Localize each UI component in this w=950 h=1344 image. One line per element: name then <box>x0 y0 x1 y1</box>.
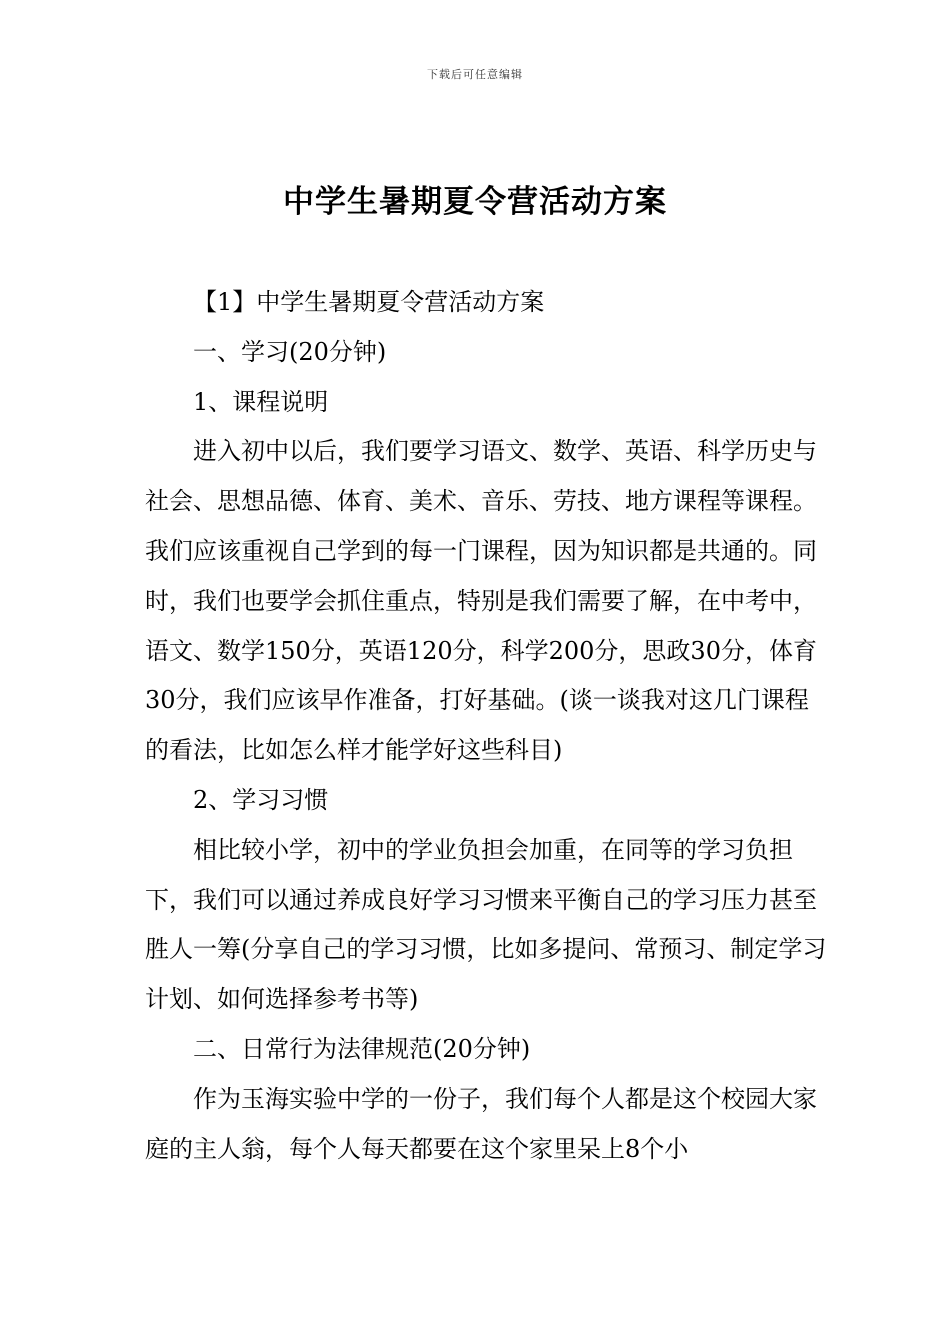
body-paragraph: 相比较小学，初中的学业负担会加重，在同等的学习负担下，我们可以通过养成良好学习习惯来平衡自己的学习压力甚至胜人一筹(分享自己的学习习惯，比如多提问、常预习、制定学习计划、如何选择参考书等) <box>145 835 827 1014</box>
document-body <box>145 278 827 1174</box>
body-paragraph: 进入初中以后，我们要学习语文、数学、英语、科学历史与社会、思想品德、体育、美术、音乐、劳技、地方课程等课程。我们应该重视自己学到的每一门课程，因为知识都是共通的。同时，我们也要学会抓住重点，特别是我们需要了解，在中考中，语文、数学150分，英语120分，科学200分，思政30分，体育30分，我们应该早作准备，打好基础。(谈一谈我对这几门课程的看法，比如怎么样才能学好这些科目) <box>145 437 817 765</box>
subsection-heading: 2、学习习惯 <box>193 785 329 814</box>
body-paragraph: 作为玉海实验中学的一份子，我们每个人都是这个校园大家庭的主人翁，每个人每天都要在这个家里呆上8个小 <box>145 1084 817 1163</box>
subsection-heading: 1、课程说明 <box>193 387 329 416</box>
section-heading: 二、日常行为法律规范(20分钟) <box>193 1034 531 1063</box>
section-heading: 【1】中学生暑期夏令营活动方案 <box>193 288 545 316</box>
section-heading: 一、学习(20分钟) <box>193 337 387 366</box>
header-note: 下载后可任意编辑 <box>427 68 523 81</box>
document-title: 中学生暑期夏令营活动方案 <box>283 184 667 220</box>
